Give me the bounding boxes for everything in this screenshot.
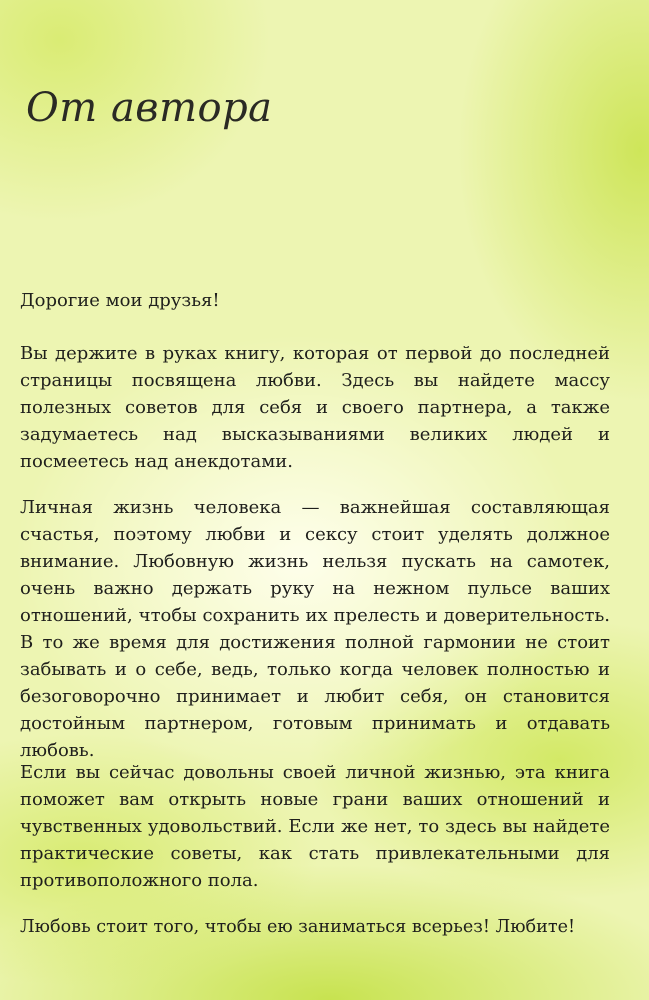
closing-line: Любовь стоит того, чтобы ею заниматься всерьез! Любите! (20, 917, 576, 937)
paragraph-personal-life: Личная жизнь человека — важнейшая составляющая счастья, поэтому любви и сексу стоит уделять должное внимание. Любовную жизнь нельзя пускать на самотек, очень важно держать руку на нежном пульсе ваших отношений, чтобы сохранить их прелесть и доверительность. В то же время для достижения полной гармонии не стоит забывать и о себе, ведь, только когда человек полностью и безоговорочно принимает и любит себя, он становится достойным партнером, готовым принимать и отдавать любовь. (20, 497, 610, 761)
paragraph-intro: Вы держите в руках книгу, которая от первой до последней страницы посвящена любви. Здесь вы найдете массу полезных советов для себя и своего партнера, а также задумаетесь над высказываниями великих людей и посмеетесь над анекдотами. (20, 343, 610, 472)
greeting-line: Дорогие мои друзья! (20, 290, 220, 311)
paragraph-practical-advice: Если вы сейчас довольны своей личной жизнью, эта книга поможет вам открыть новые грани ваших отношений и чувственных удовольствий. Если же нет, то здесь вы найдете практические советы, как стать привлекательными для противоположного пола. (20, 762, 610, 891)
page-title: От автора (26, 85, 273, 131)
